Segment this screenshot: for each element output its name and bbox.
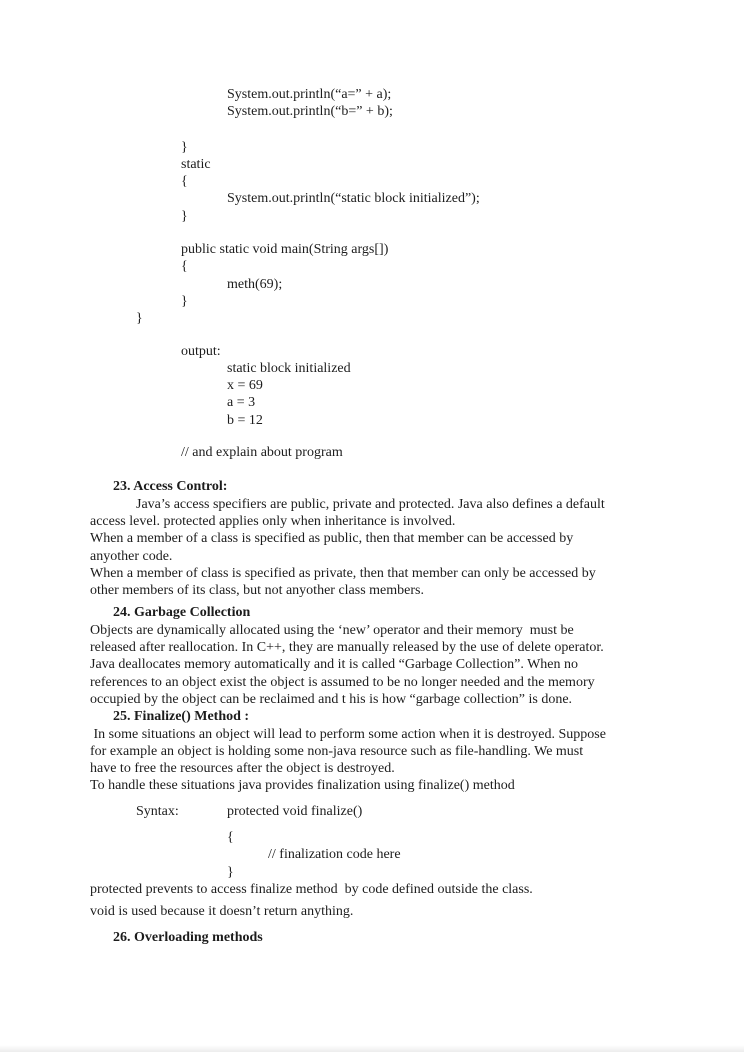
body-text-line: In some situations an object will lead to perform some action when it is destroyed. Suppose [90, 726, 606, 742]
code-line: { [181, 259, 188, 275]
body-text-line: other members of its class, but not anyother class members. [90, 583, 424, 599]
body-text-line: To handle these situations java provides finalization using finalize() method [90, 778, 515, 794]
code-line: // finalization code here [268, 847, 401, 863]
body-text-line: Java’s access specifiers are public, private and protected. Java also defines a default [136, 496, 605, 512]
code-line: // and explain about program [181, 445, 343, 461]
body-text-line: access level. protected applies only when inheritance is involved. [90, 513, 456, 529]
body-text-line: Java deallocates memory automatically and it is called “Garbage Collection”. When no [90, 657, 579, 673]
code-line: } [227, 864, 234, 880]
syntax-code: protected void finalize() [227, 803, 363, 819]
code-line: } [181, 139, 188, 155]
code-line: static block initialized [227, 360, 351, 376]
body-text-line: Objects are dynamically allocated using the ‘new’ operator and their memory must be [90, 622, 574, 638]
body-text-line: released after reallocation. In C++, they are manually released by the use of delete operator. [90, 640, 604, 656]
section-heading: 26. Overloading methods [113, 930, 263, 946]
code-line: public static void main(String args[]) [181, 242, 389, 258]
code-line: { [227, 829, 234, 845]
code-line: } [181, 293, 188, 309]
body-text-line: When a member of a class is specified as public, then that member can be accessed by [90, 531, 574, 547]
code-line: meth(69); [227, 276, 283, 292]
code-line: output: [181, 343, 221, 359]
code-line: x = 69 [227, 378, 263, 394]
body-text-line: for example an object is holding some non-java resource such as file-handling. We must [90, 743, 584, 759]
code-line: a = 3 [227, 395, 256, 411]
code-line: b = 12 [227, 412, 263, 428]
body-text-line: references to an object exist the object is assumed to be no longer needed and the memory [90, 674, 595, 690]
syntax-label: Syntax: [136, 803, 179, 819]
code-line: } [136, 311, 143, 327]
section-heading: 25. Finalize() Method : [113, 709, 250, 725]
code-line: System.out.println(“b=” + b); [227, 104, 393, 120]
body-text-line: When a member of class is specified as private, then that member can only be accessed by [90, 565, 596, 581]
body-text-line: anyother code. [90, 548, 173, 564]
code-line: { [181, 174, 188, 190]
code-line: } [181, 208, 188, 224]
body-text-line: have to free the resources after the object is destroyed. [90, 761, 395, 777]
code-line: System.out.println(“a=” + a); [227, 87, 392, 102]
scan-bottom-edge [0, 1045, 744, 1052]
code-line: System.out.println(“static block initialized”); [227, 191, 480, 207]
code-line: static [181, 156, 211, 172]
body-text-line: occupied by the object can be reclaimed and t his is how “garbage collection” is done. [90, 691, 573, 707]
body-text-line [90, 803, 690, 820]
section-heading: 23. Access Control: [113, 479, 228, 495]
section-heading: 24. Garbage Collection [113, 605, 251, 621]
body-text-line: void is used because it doesn’t return anything. [90, 904, 354, 920]
document-content [90, 86, 690, 947]
body-text-line: protected prevents to access finalize method by code defined outside the class. [90, 881, 533, 897]
